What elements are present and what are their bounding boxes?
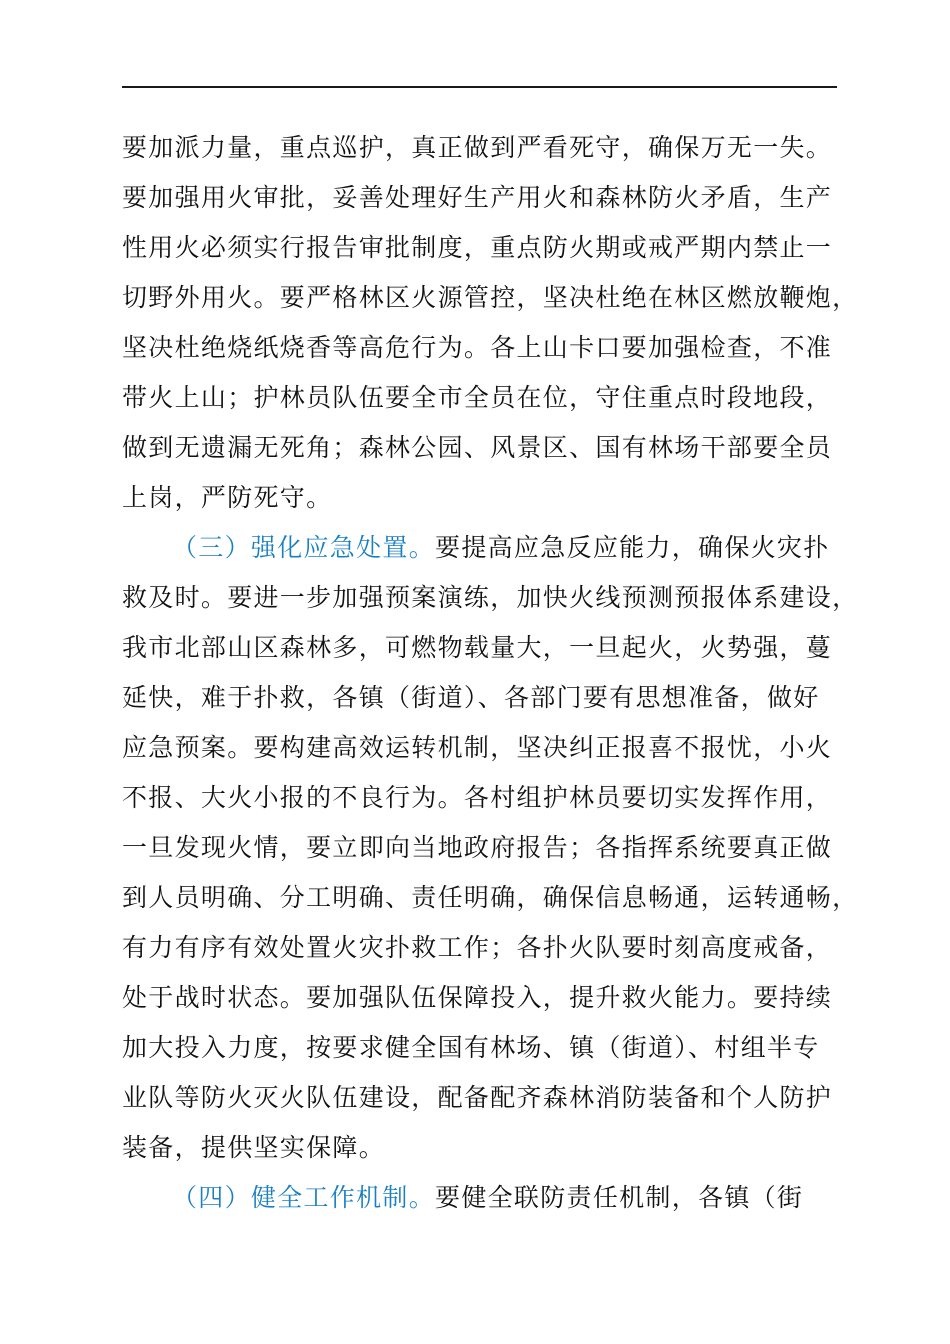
- text-line: 有力有序有效处置火灾扑救工作；各扑火队要时刻高度戒备，: [122, 933, 833, 962]
- text-line: 要加派力量，重点巡护，真正做到严看死守，确保万无一失。: [122, 133, 833, 162]
- text-line: 不报、大火小报的不良行为。各村组护林员要切实发挥作用，: [122, 783, 833, 812]
- text-line: 性用火必须实行报告审批制度，重点防火期或戒严期内禁止一: [122, 233, 833, 262]
- text-line: 做到无遗漏无死角；森林公园、风景区、国有林场干部要全员: [122, 433, 833, 462]
- text-line: 我市北部山区森林多，可燃物载量大，一旦起火，火势强，蔓: [122, 633, 833, 662]
- text-line: 延快，难于扑救，各镇（街道）、各部门要有思想准备，做好: [122, 683, 820, 712]
- text-line: 要加强用火审批，妥善处理好生产用火和森林防火矛盾，生产: [122, 183, 833, 212]
- text-line: 带火上山；护林员队伍要全市全员在位，守住重点时段地段，: [122, 383, 833, 412]
- header-rule: [122, 86, 837, 88]
- text-line: 救及时。要进一步加强预案演练，加快火线预测预报体系建设，: [122, 583, 859, 612]
- text-line: 到人员明确、分工明确、责任明确，确保信息畅通，运转通畅，: [122, 883, 859, 912]
- section-3-first-line: [172, 531, 830, 565]
- text-line: 加大投入力度，按要求健全国有林场、镇（街道）、村组半专: [122, 1033, 820, 1062]
- section-3-first-line-text: 要提高应急反应能力，确保火灾扑: [435, 533, 830, 562]
- text-line: 应急预案。要构建高效运转机制，坚决纠正报喜不报忧，小火: [122, 733, 833, 762]
- text-line: 一旦发现火情，要立即向当地政府报告；各指挥系统要真正做: [122, 833, 833, 862]
- section-4-first-line-text: 要健全联防责任机制，各镇（街: [435, 1183, 804, 1212]
- section-4-first-line: [172, 1181, 803, 1215]
- text-line: 处于战时状态。要加强队伍保障投入，提升救火能力。要持续: [122, 983, 833, 1012]
- text-line: 装备，提供坚实保障。: [122, 1133, 386, 1162]
- text-line: 切野外用火。要严格林区火源管控，坚决杜绝在林区燃放鞭炮，: [122, 283, 859, 312]
- section-4-heading: （四）健全工作机制。: [172, 1183, 436, 1212]
- text-line: 坚决杜绝烧纸烧香等高危行为。各上山卡口要加强检查，不准: [122, 333, 833, 362]
- text-line: 业队等防火灭火队伍建设，配备配齐森林消防装备和个人防护: [122, 1083, 833, 1112]
- text-line: 上岗，严防死守。: [122, 483, 333, 512]
- section-3-heading: （三）强化应急处置。: [172, 533, 436, 562]
